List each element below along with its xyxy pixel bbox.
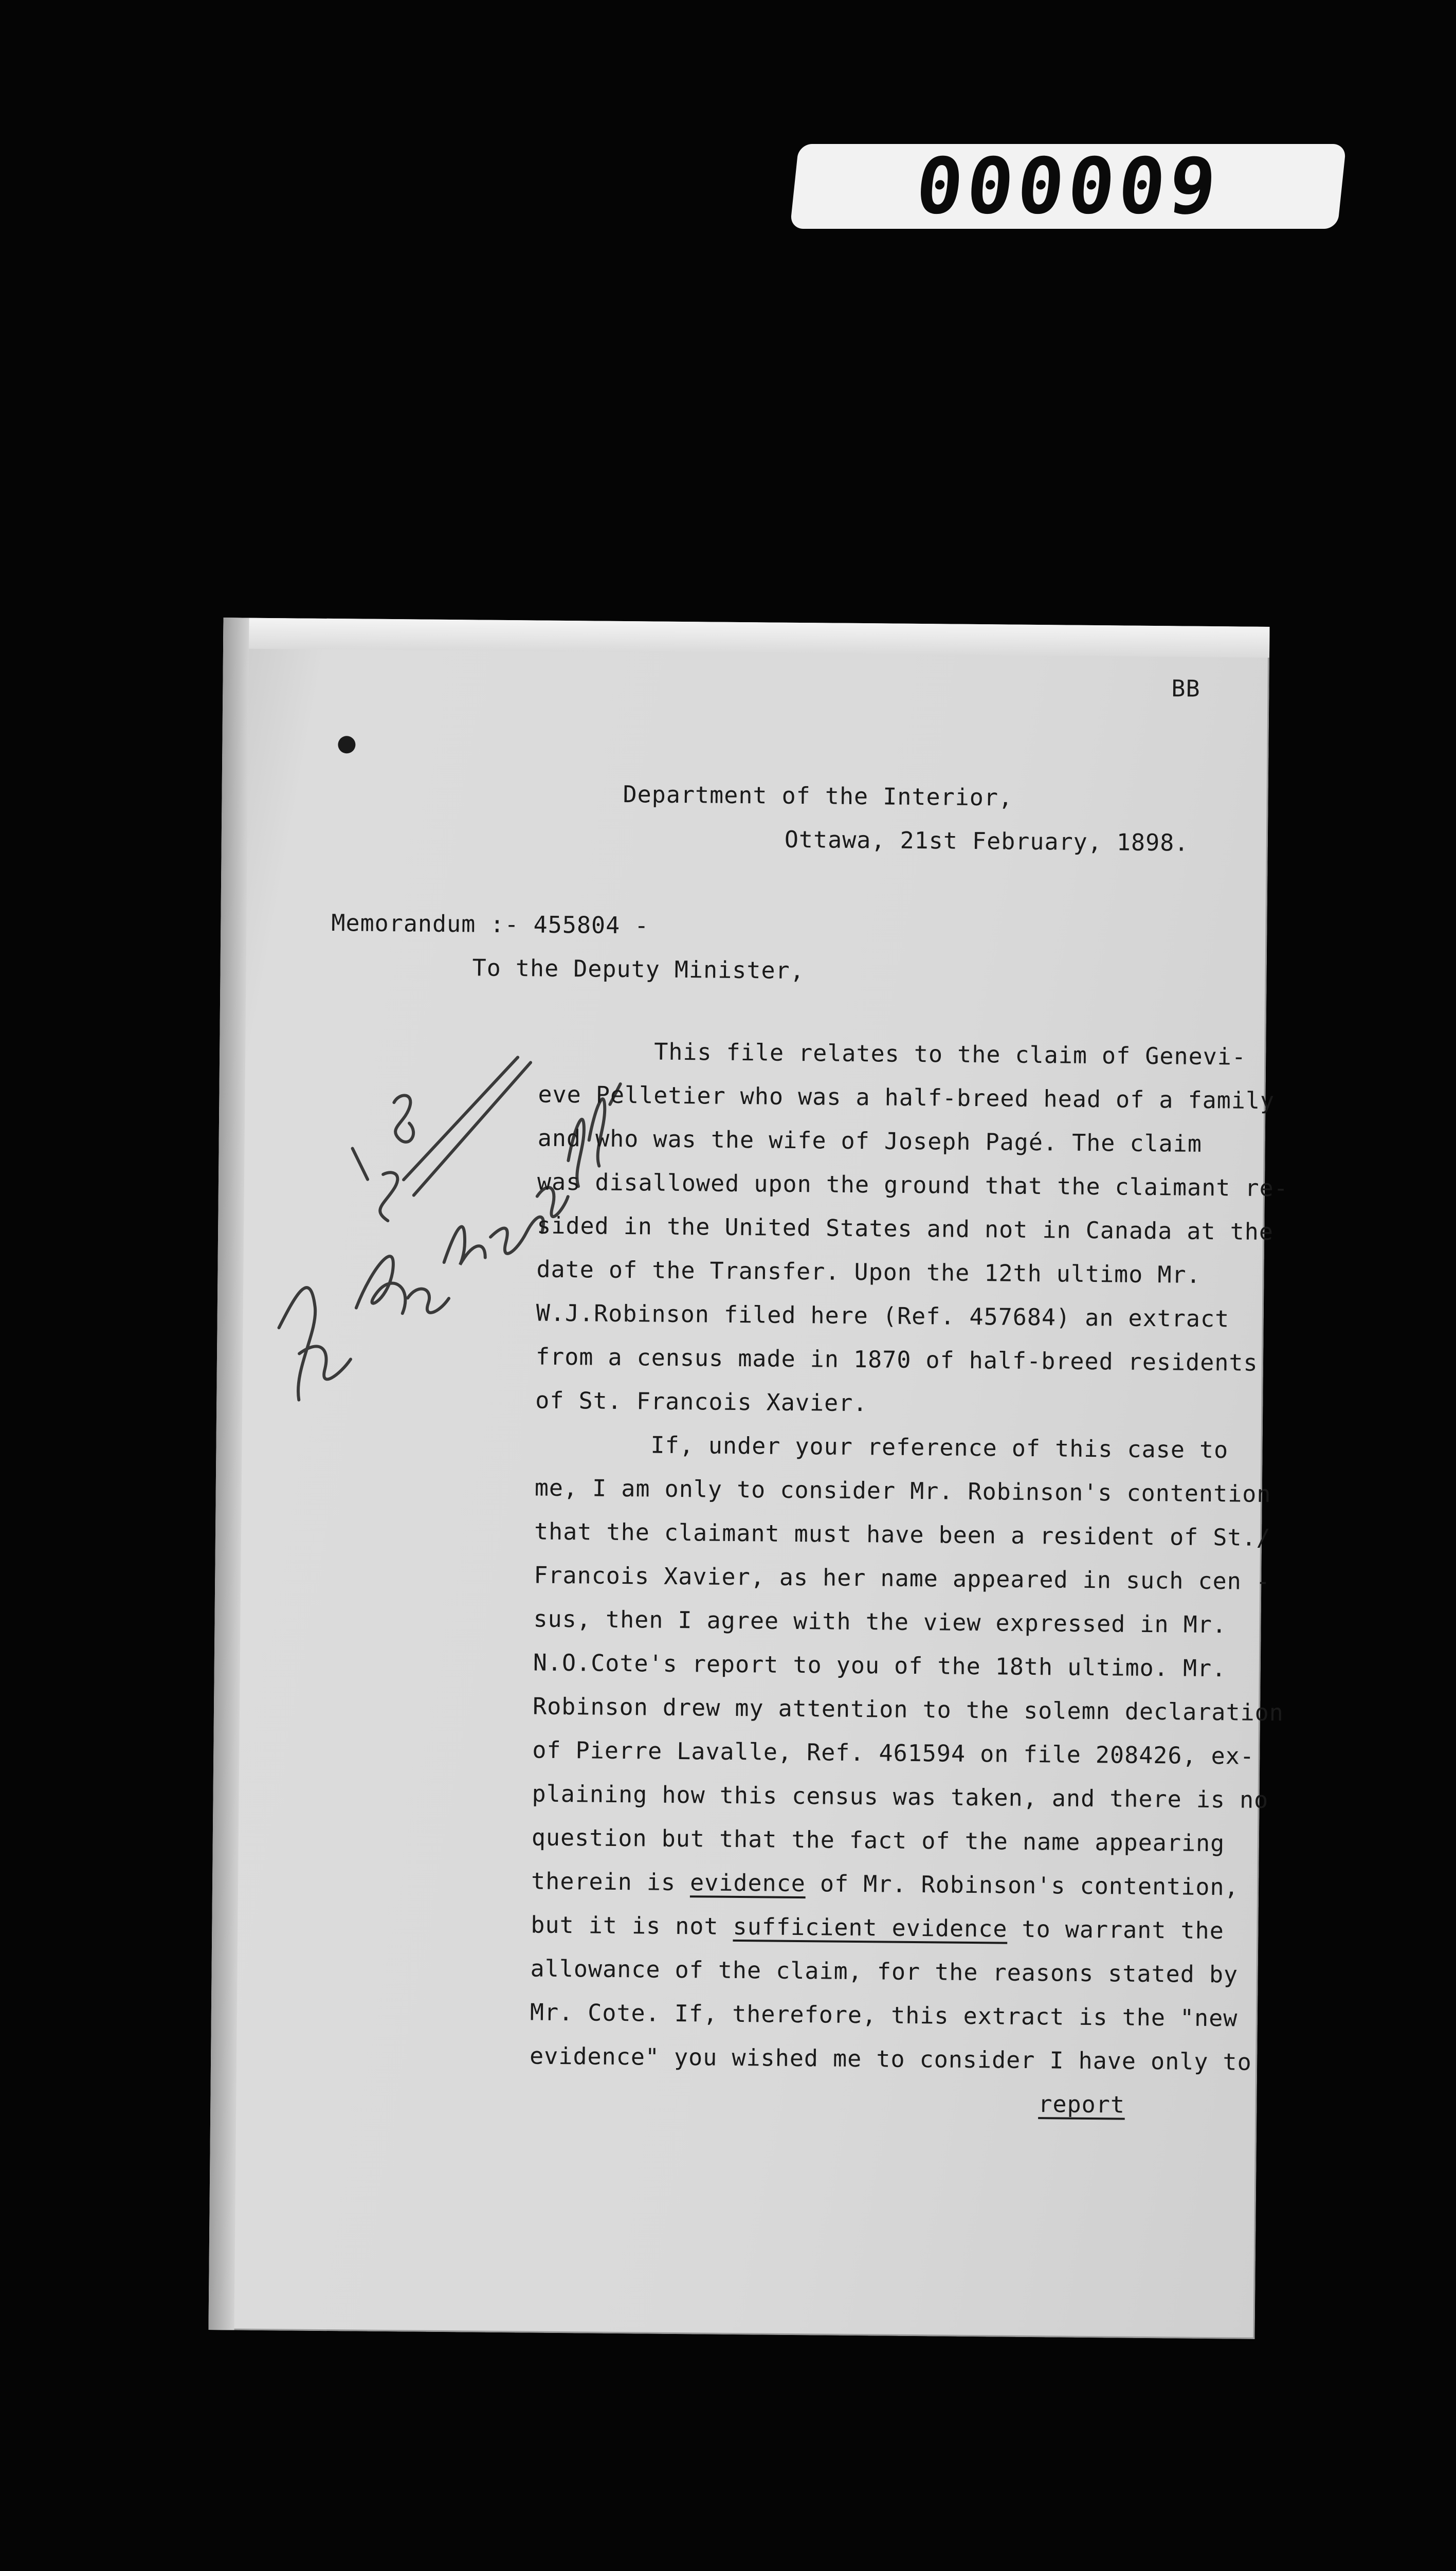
paragraph-1-line: of St. Francois Xavier. (535, 1386, 868, 1417)
paragraph-1-line: from a census made in 1870 of half-breed residents (535, 1343, 1258, 1377)
underlined-sufficient-evidence: sufficient evidence (733, 1912, 1008, 1943)
frame-number: 000009 (790, 144, 1346, 229)
catchword: report (1038, 2090, 1125, 2119)
document-page (209, 618, 1289, 2339)
paragraph-1-line: W.J.Robinson filed here (Ref. 457684) an extract (536, 1299, 1230, 1333)
paragraph-1-line: and who was the wife of Joseph Pagé. The claim (537, 1124, 1203, 1157)
paragraph-2-line: of Pierre Lavalle, Ref. 461594 on file 208426, ex- (532, 1736, 1255, 1770)
paragraph-1-line: This file relates to the claim of Genevi- (654, 1038, 1247, 1071)
paper-left-edge (209, 618, 249, 2330)
paragraph-2-line: question but that the fact of the name appearing (531, 1823, 1225, 1857)
paragraph-2-line: Francois Xavier, as her name appeared in such cen - (534, 1561, 1271, 1596)
text-run: therein is (531, 1867, 690, 1896)
paragraph-2-line-evidence (531, 1867, 1239, 1901)
paper-top-edge (223, 618, 1269, 658)
paragraph-2-line: me, I am only to consider Mr. Robinson's contention (534, 1474, 1271, 1508)
paragraph-2-line: Mr. Cote. If, therefore, this extract is the "new (530, 1998, 1238, 2032)
paragraph-2-line: sus, then I agree with the view expressed in Mr. (533, 1605, 1227, 1639)
paragraph-2-line: N.O.Cote's report to you of the 18th ultimo. Mr. (533, 1649, 1227, 1682)
paragraph-2-line: Robinson drew my attention to the solemn declaration (532, 1692, 1284, 1727)
paragraph-2-line-sufficient (531, 1911, 1225, 1945)
paragraph-2-line: evidence" you wished me to consider I have only to (529, 2042, 1252, 2076)
paragraph-2-line: that the claimant must have been a resident of St./ (534, 1517, 1271, 1552)
text-run: to warrant the (1007, 1915, 1225, 1945)
memo-label: Memorandum :- 455804 - (331, 909, 649, 939)
paragraph-1-line: date of the Transfer. Upon the 12th ultimo Mr. (536, 1255, 1201, 1289)
paragraph-1-line: eve Pelletier who was a half-breed head of a family (538, 1080, 1275, 1115)
text-run: but it is not (531, 1911, 733, 1940)
paragraph-1-line: was disallowed upon the ground that the claimant re- (537, 1168, 1289, 1202)
addressee: To the Deputy Minister, (472, 954, 805, 985)
page-mark: BB (1171, 675, 1200, 702)
paragraph-2-line: allowance of the claim, for the reasons stated by (530, 1954, 1239, 1988)
paragraph-2-line: If, under your reference of this case to (650, 1431, 1229, 1464)
punch-hole (338, 736, 355, 753)
header-department: Department of the Interior, (623, 780, 1013, 811)
header-place-date: Ottawa, 21st February, 1898. (784, 825, 1189, 857)
text-run: of Mr. Robinson's contention, (805, 1870, 1239, 1901)
underlined-evidence: evidence (689, 1869, 806, 1897)
paragraph-1-line: sided in the United States and not in Canada at the (537, 1211, 1274, 1246)
paragraph-2-line: plaining how this census was taken, and there is no (532, 1780, 1269, 1814)
